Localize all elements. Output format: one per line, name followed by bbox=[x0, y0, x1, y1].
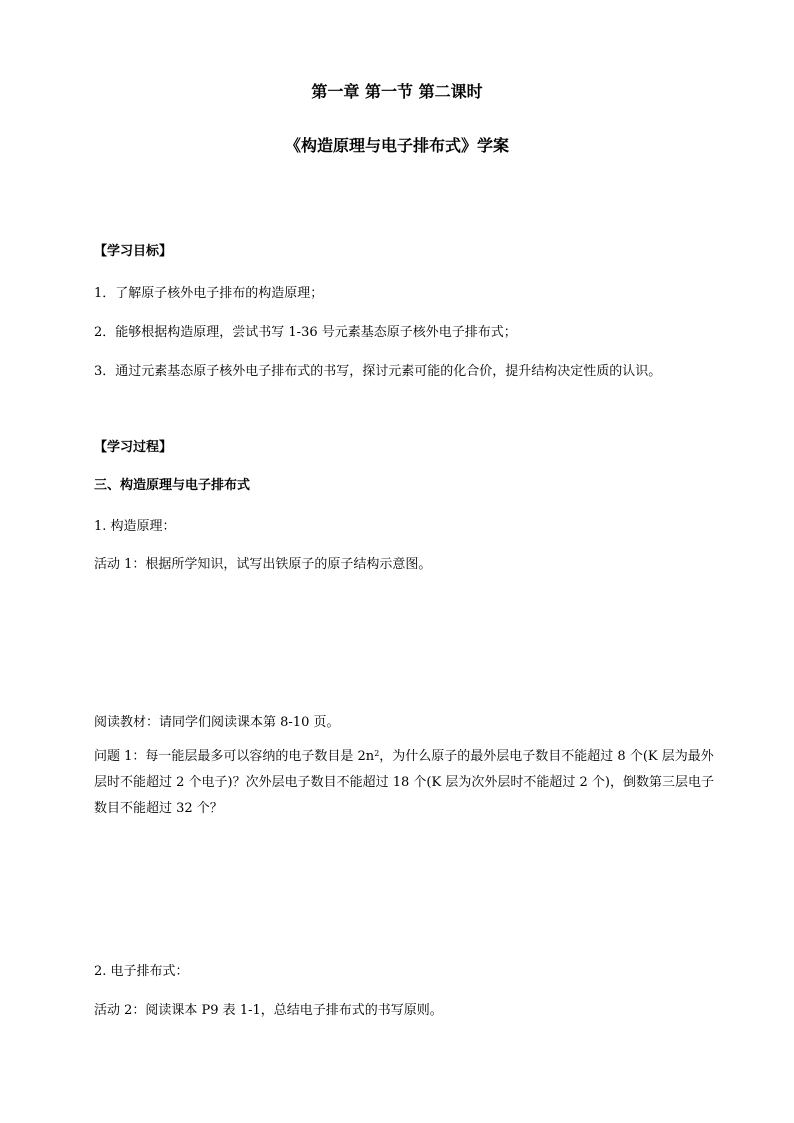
lesson-title: 《构造原理与电子排布式》学案 bbox=[284, 136, 509, 155]
chapter-title: 第一章 第一节 第二课时 bbox=[311, 82, 483, 101]
objectives-heading: 【学习目标】 bbox=[94, 244, 173, 259]
question-1 bbox=[94, 744, 714, 822]
objective-item-1: 1．了解原子核外电子排布的构造原理； bbox=[94, 286, 324, 301]
activity-2: 活动 2：阅读课本 P9 表 1-1，总结电子排布式的书写原则。 bbox=[94, 1003, 443, 1018]
subsection-2: 2. 电子排布式： bbox=[94, 964, 189, 979]
process-heading: 【学习过程】 bbox=[94, 440, 173, 455]
question-1-superscript: 2 bbox=[374, 749, 380, 758]
section-heading: 三、构造原理与电子排布式 bbox=[94, 478, 251, 493]
reading-note: 阅读教材：请同学们阅读课本第 8-10 页。 bbox=[94, 715, 340, 730]
objective-item-2: 2．能够根据构造原理，尝试书写 1-36 号元素基态原子核外电子排布式； bbox=[94, 325, 517, 340]
activity-1: 活动 1：根据所学知识，试写出铁原子的原子结构示意图。 bbox=[94, 557, 432, 572]
objective-item-3: 3．通过元素基态原子核外电子排布式的书写，探讨元素可能的化合价，提升结构决定性质的认识。 bbox=[94, 364, 662, 379]
subsection-1: 1. 构造原理： bbox=[94, 519, 176, 534]
question-1-text-a: 问题 1：每一能层最多可以容纳的电子数目是 2n bbox=[94, 749, 375, 764]
question-1-text-b: ，为什么原子的最外层电子数目不能超过 8 个(K 层为最外层时不能超过 2 个电子)？次外层电子数目不能超过 18 个(K 层为次外层时不能超过 2 个)，倒数第三层电子数目不能超过 32 个？ bbox=[94, 749, 714, 816]
